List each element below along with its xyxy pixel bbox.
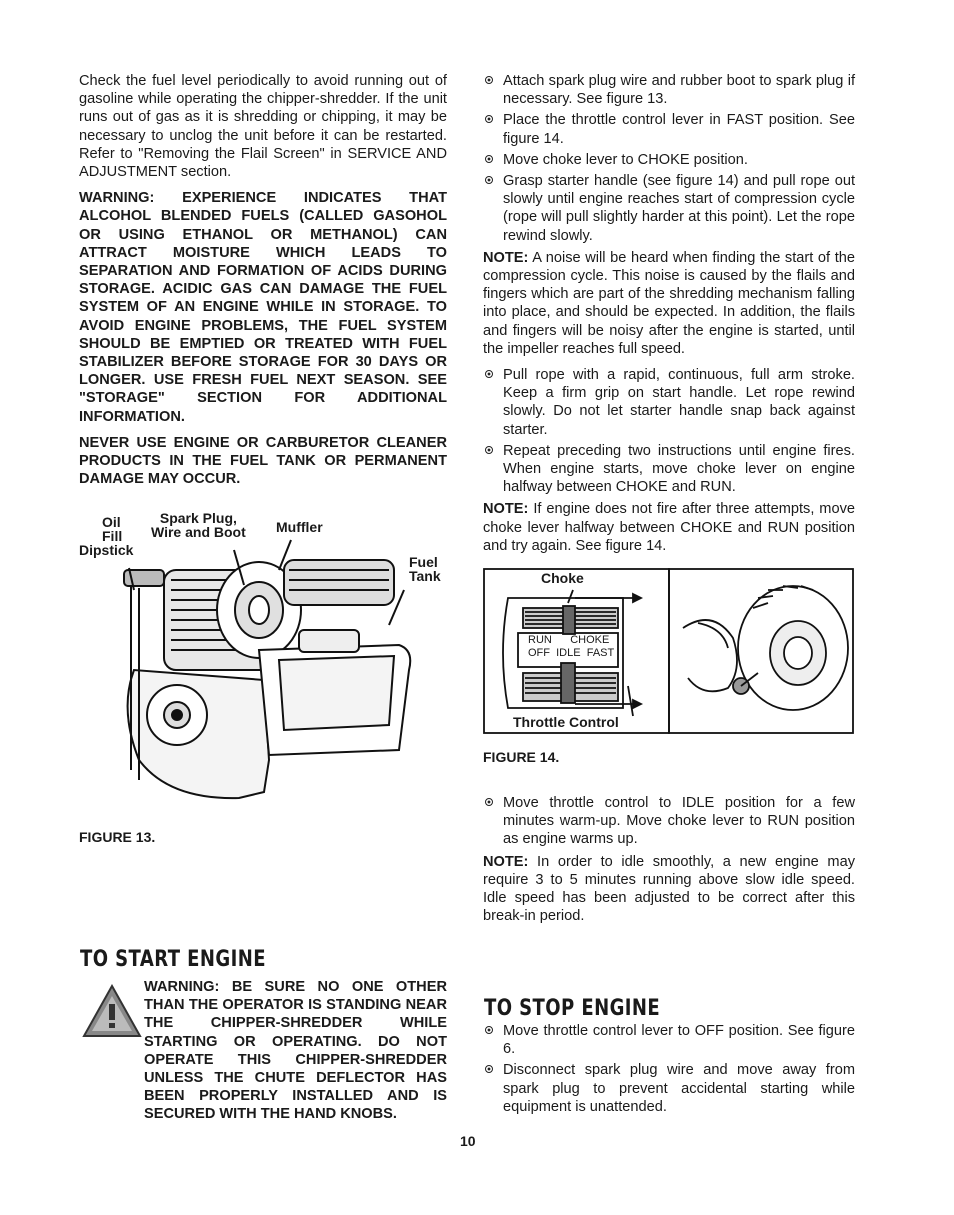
bullet-icon xyxy=(485,1065,493,1073)
right-column xyxy=(483,72,855,563)
muffler-label: Muffler xyxy=(276,519,323,535)
fast-position-label: FAST xyxy=(586,647,615,659)
bullet-icon xyxy=(485,370,493,378)
figure-14 xyxy=(483,568,854,734)
list-item: Move throttle control lever to OFF position. See figure 6. xyxy=(483,1022,855,1058)
figure-14-caption: FIGURE 14. xyxy=(483,749,560,765)
figure-13-caption: FIGURE 13. xyxy=(79,829,156,845)
list-item: Move choke lever to CHOKE position. xyxy=(483,151,855,169)
list-item: Repeat preceding two instructions until engine fires. When engine starts, move choke lever on engine halfway between CHOKE and RUN. xyxy=(483,442,855,497)
spark-plug-label: Spark Plug, Wire and Boot xyxy=(151,510,246,540)
bullet-icon xyxy=(485,76,493,84)
off-position-label: OFF xyxy=(528,647,550,659)
list-item: Move throttle control to IDLE position for a few minutes warm-up. Move choke lever to RUN position as engine warms up. xyxy=(483,794,855,849)
choke-position-label: CHOKE xyxy=(570,634,610,646)
warning-triangle-icon xyxy=(82,984,142,1038)
list-item: Pull rope with a rapid, continuous, full arm stroke. Keep a firm grip on start handle. Let rope rewind slowly. Do not let starter handle snap back against starter. xyxy=(483,366,855,439)
oil-fill-label: Oil Fill xyxy=(102,514,123,544)
stop-engine-block xyxy=(483,1022,855,1120)
alcohol-fuel-warning: WARNING: EXPERIENCE INDICATES THAT ALCOHOL BLENDED FUELS (CALLED GASOHOL OR USING ETHANOL OR METHANOL) CAN ATTRACT MOISTURE WHICH LEADS TO SEPARATION AND FORMATION OF ACIDS DURING STORAGE. ACIDIC GAS CAN DAMAGE THE FUEL SYSTEM OF AN ENGINE WHILE IN STORAGE. TO AVOID ENGINE PROBLEMS, THE FUEL SYSTEM SHOULD BE EMPTIED OR TREATED WITH FUEL STABILIZER BEFORE STORAGE FOR 30 DAYS OR LONGER. USE FRESH FUEL NEXT SEASON. SEE "STORAGE" SECTION FOR ADDITIONAL INFORMATION. xyxy=(79,190,447,425)
warmup-block xyxy=(483,794,855,933)
list-item: Attach spark plug wire and rubber boot to spark plug if necessary. See figure 13. xyxy=(483,72,855,108)
stop-steps-list xyxy=(483,1022,855,1116)
start-engine-warning: WARNING: BE SURE NO ONE OTHER THAN THE OPERATOR IS STANDING NEAR THE CHIPPER-SHREDDER WHILE STARTING OR OPERATING. DO NOT OPERATE THIS CHIPPER-SHREDDER UNLESS THE CHUTE DEFLECTOR HAS BEEN PROPERLY INSTALLED AND IS SECURED WITH THE HAND KNOBS. xyxy=(144,979,447,1123)
bullet-icon xyxy=(485,115,493,123)
compression-note: NOTE: A noise will be heard when finding the start of the compression cycle. This noise is caused by the flails and fingers which are part of the shredding mechanism falling into place, and should be expected. In addition, the flails and fingers will be noisy after the engine is started, until the impeller reaches full speed. xyxy=(483,249,855,357)
start-steps-list xyxy=(483,72,855,245)
left-column xyxy=(79,72,447,496)
fuel-tank-label: Fuel Tank xyxy=(409,554,441,584)
list-item: Disconnect spark plug wire and move away from spark plug to prevent accidental starting while equipment is unattended. xyxy=(483,1061,855,1116)
choke-label: Choke xyxy=(541,570,584,586)
warmup-list xyxy=(483,794,855,849)
page-number: 10 xyxy=(460,1133,476,1149)
run-position-label: RUN xyxy=(528,634,552,646)
bullet-icon xyxy=(485,446,493,454)
bullet-icon xyxy=(485,798,493,806)
list-item: Grasp starter handle (see figure 14) and pull rope out slowly until engine reaches start of compression cycle (rope will pull slightly harder at this point). Let the rope rewind slowly. xyxy=(483,172,855,245)
throttle-control-label: Throttle Control xyxy=(513,714,619,730)
figure-13 xyxy=(79,510,449,810)
fuel-check-paragraph: Check the fuel level periodically to avoid running out of gasoline while operating the chipper-shredder. If the unit runs out of gas as it is shredding or chipping, it may be necessary to unclog the unit before it can be restarted. Refer to "Removing the Flail Screen" in SERVICE AND ADJUSTMENT section. xyxy=(79,73,447,181)
bullet-icon xyxy=(485,155,493,163)
dipstick-label: Dipstick xyxy=(79,542,134,558)
pull-steps-list xyxy=(483,366,855,496)
carburetor-cleaner-warning: NEVER USE ENGINE OR CARBURETOR CLEANER PRODUCTS IN THE FUEL TANK OR PERMANENT DAMAGE MAY OCCUR. xyxy=(79,434,447,488)
start-engine-heading: TO START ENGINE xyxy=(80,947,266,972)
lever-positions xyxy=(528,634,614,660)
engine-illustration xyxy=(79,510,449,810)
stop-engine-heading: TO STOP ENGINE xyxy=(484,996,661,1021)
bullet-icon xyxy=(485,176,493,184)
bullet-icon xyxy=(485,1026,493,1034)
list-item: Place the throttle control lever in FAST position. See figure 14. xyxy=(483,111,855,147)
no-fire-note: NOTE: If engine does not fire after three attempts, move choke lever halfway between CHOKE and RUN position and try again. See figure 14. xyxy=(483,501,855,554)
idle-note: NOTE: In order to idle smoothly, a new engine may require 3 to 5 minutes running above slow idle speed. Idle speed has been adjusted to be correct after this break-in period. xyxy=(483,853,855,925)
idle-position-label: IDLE xyxy=(556,647,581,659)
